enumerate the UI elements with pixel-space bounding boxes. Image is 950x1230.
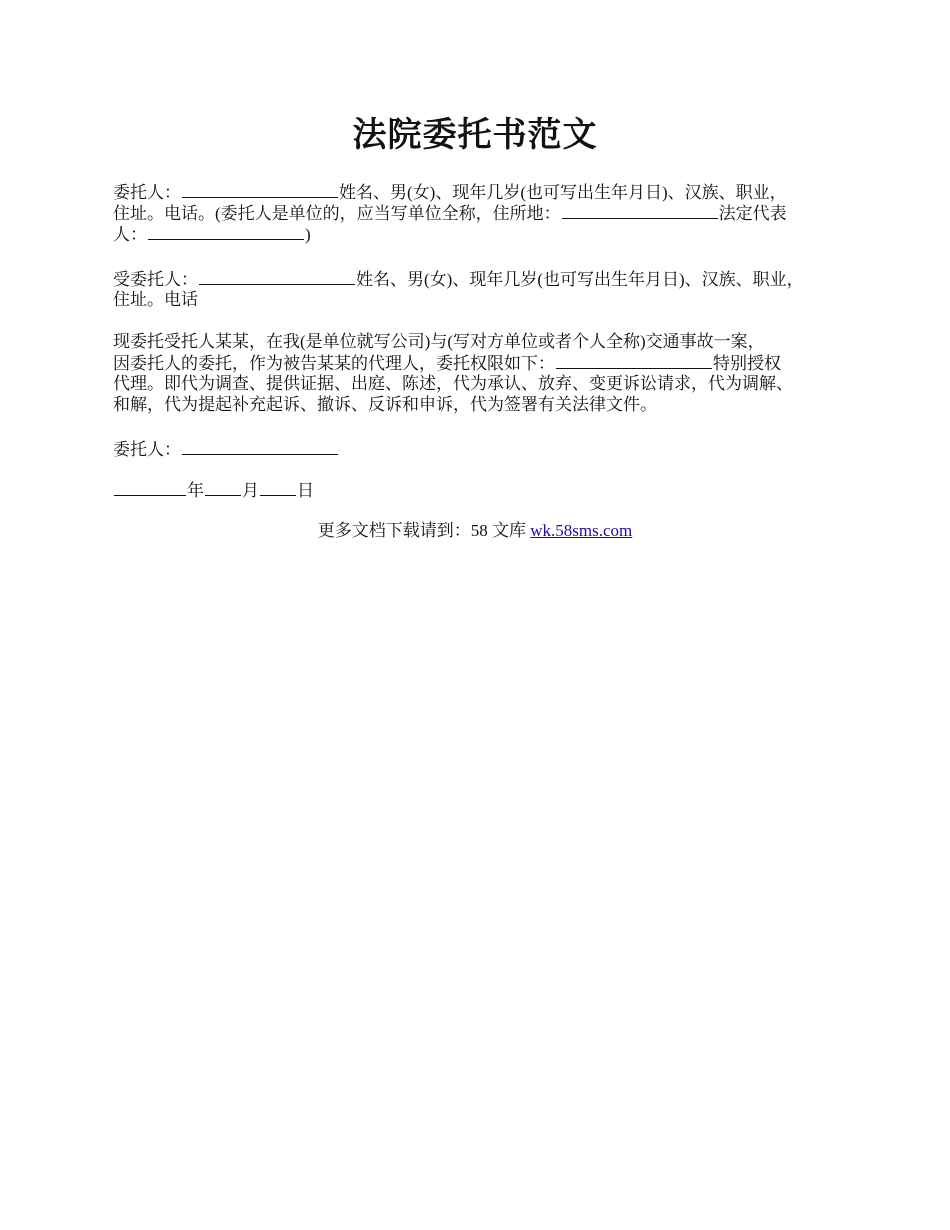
principal-line-1 [113, 181, 853, 202]
signature-line [113, 438, 853, 459]
footer [0, 520, 950, 541]
document-title: 法院委托书范文 [352, 117, 598, 154]
day-blank [260, 479, 296, 496]
principal-details: 姓名、男(女)、现年几岁(也可写出生年月日)、汉族、职业， [339, 183, 787, 202]
agent-name-blank [199, 268, 355, 285]
authorization-line-4: 和解，代为提起补充起诉、撤诉、反诉和申诉，代为签署有关法律文件。 [113, 395, 657, 414]
principal-residence-blank [562, 202, 718, 219]
legal-rep-blank [148, 223, 304, 240]
signature-blank [182, 438, 338, 455]
month-label: 月 [242, 481, 259, 500]
agent-details: 姓名、男(女)、现年几岁(也可写出生年月日)、汉族、职业， [356, 270, 804, 289]
signature-label: 委托人： [113, 440, 181, 459]
authorization-line-2 [113, 352, 853, 373]
footer-text: 更多文档下载请到：58 文库 [317, 521, 531, 540]
principal-section [113, 181, 853, 244]
date-section [113, 479, 853, 500]
date-line [113, 479, 853, 500]
year-blank [114, 479, 186, 496]
principal-close-paren: ) [305, 225, 311, 244]
special-authorization-text: 特别授权 [713, 354, 781, 373]
signature-section [113, 438, 853, 459]
year-label: 年 [187, 481, 204, 500]
authorization-line-1: 现委托受托人某某，在我(是单位就写公司)与(写对方单位或者个人全称)交通事故一案， [113, 332, 765, 351]
agent-label: 受委托人： [113, 270, 198, 289]
principal-name-blank [182, 181, 338, 198]
principal-legal-rep-label: 人： [113, 225, 147, 244]
authorization-section [113, 331, 853, 415]
authorization-scope-text: 因委托人的委托，作为被告某某的代理人，委托权限如下： [113, 354, 555, 373]
principal-line-3 [113, 223, 853, 244]
authorization-scope-blank [556, 352, 712, 369]
authorization-line-3: 代理。即代为调查、提供证据、出庭、陈述，代为承认、放弃、变更诉讼请求，代为调解、 [113, 374, 793, 393]
agent-line-2: 住址。电话 [113, 290, 198, 309]
agent-section [113, 268, 853, 310]
principal-label: 委托人： [113, 183, 181, 202]
day-label: 日 [297, 481, 314, 500]
month-blank [205, 479, 241, 496]
principal-line-2 [113, 202, 853, 223]
footer-link[interactable]: wk.58sms.com [530, 521, 633, 540]
agent-line-1 [113, 268, 853, 289]
principal-address-text: 住址。电话。(委托人是单位的，应当写单位全称，住所地： [113, 204, 561, 223]
principal-legal-rep-text: 法定代表 [718, 204, 787, 223]
